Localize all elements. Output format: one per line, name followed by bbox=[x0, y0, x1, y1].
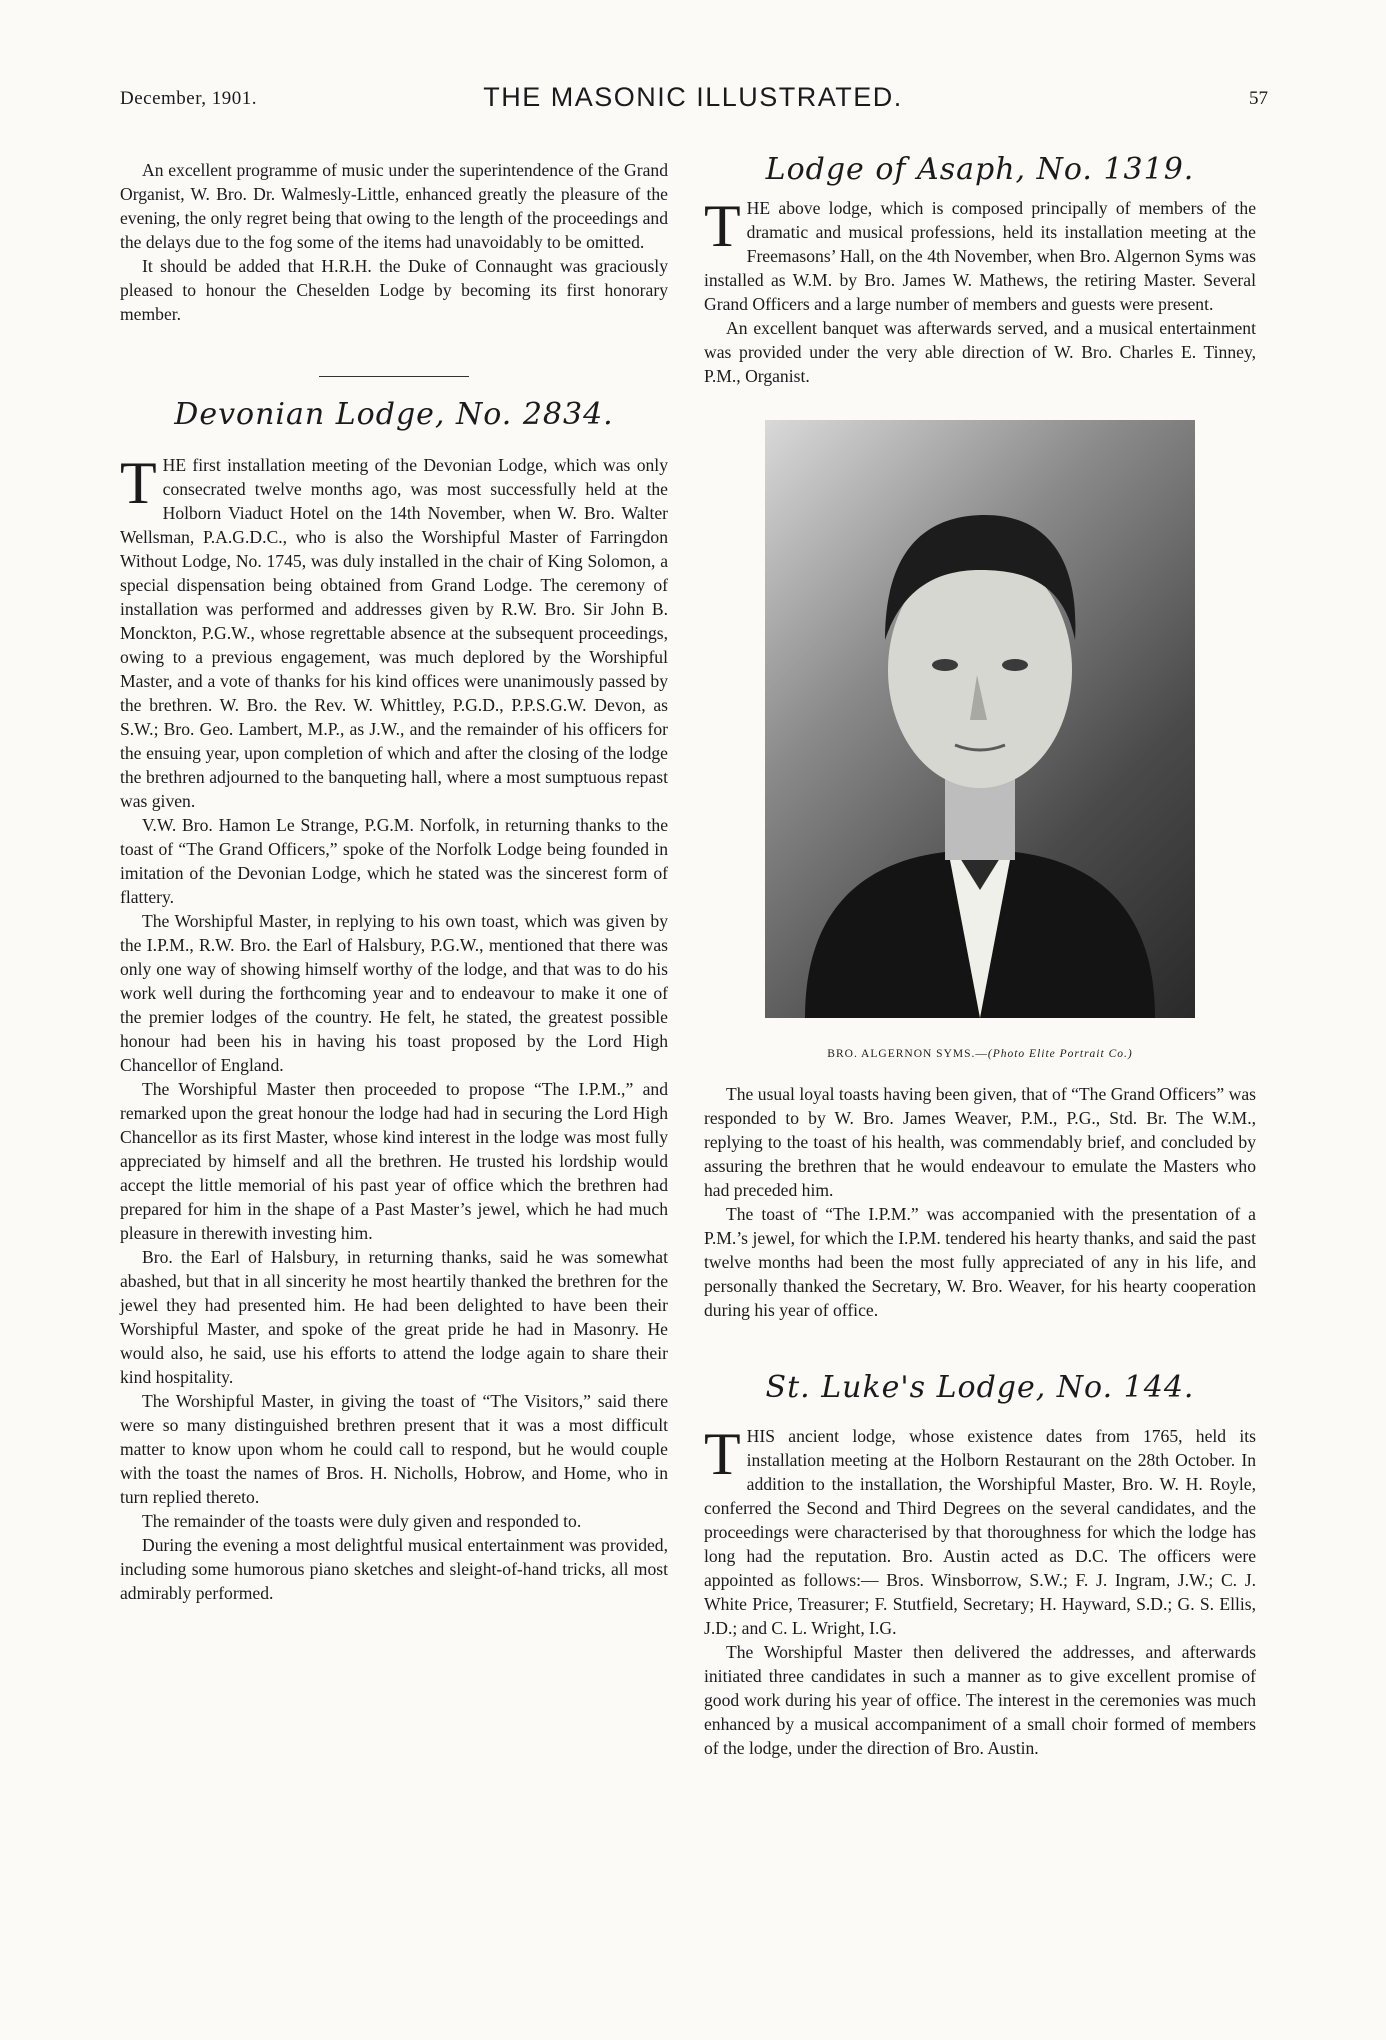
drop-cap: T bbox=[704, 193, 741, 259]
article-paragraph: The Worshipful Master, in giving the toast of “The Visitors,” said there were so many distinguished brethren present that it was a most difficult matter to know upon whom he could call to respond, but he would couple with the toast the names of Bros. H. Nicholls, Hobrow, and Home, who in turn replied thereto. bbox=[120, 1391, 668, 1507]
portrait-illustration bbox=[765, 420, 1195, 1018]
photo-caption: BRO. ALGERNON SYMS.—(Photo Elite Portrait Co.) bbox=[827, 1048, 1133, 1060]
intro-paragraph: It should be added that H.R.H. the Duke of Connaught was graciously pleased to honour the Cheselden Lodge by becoming its first honorary member. bbox=[120, 256, 668, 324]
article-paragraph: THE above lodge, which is composed principally of members of the dramatic and musical professions, held its installation meeting at the Freemasons’ Hall, on the 4th November, when Bro. Algernon Syms was installed as W.M. by Bro. James W. Mathews, the retiring Master. Several Grand Officers and a large number of members and guests were present. bbox=[704, 193, 1256, 314]
article-paragraph: The toast of “The I.P.M.” was accompanied with the presentation of a P.M.’s jewel, for which the I.P.M. tendered his hearty thanks, and said the past twelve months had been the most fully appreciated of any in his life, and personally thanked the Secretary, W. Bro. Weaver, for his hearty cooperation during his year of office. bbox=[704, 1204, 1256, 1320]
page-number: 57 bbox=[1249, 88, 1268, 109]
article-paragraph: The Worshipful Master then proceeded to propose “The I.P.M.,” and remarked upon the great honour the lodge had had in securing the Lord High Chancellor as its first Master, whose kind interest in the lodge was most fully appreciated by himself and all the brethren. He trusted his lordship would accept the little memorial of his past year of office which the brethren had prepared for him in the shape of a Past Master’s jewel, which he had much pleasure in therewith investing him. bbox=[120, 1079, 668, 1243]
portrait-photo bbox=[765, 420, 1195, 1018]
article-paragraph: THIS ancient lodge, whose existence dates from 1765, held its installation meeting at the Holborn Restaurant on the 28th October. In addition to the installation, the Worshipful Master, Bro. W. H. Royle, conferred the Second and Third Degrees on the several candidates, and the proceedings were characterised by that thoroughness for which the lodge has long had the reputation. Bro. Austin acted as D.C. The officers were appointed as follows:— Bros. Winsborrow, S.W.; F. J. Ingram, J.W.; C. J. White Price, Treasurer; F. Stutfield, Secretary; H. Hayward, S.D.; G. S. Ellis, J.D.; and C. L. Wright, I.G. bbox=[704, 1421, 1256, 1638]
page-header bbox=[0, 82, 1386, 122]
right-column bbox=[704, 152, 1256, 1760]
article-paragraph: An excellent banquet was afterwards served, and a musical entertainment was provided under the very able direction of W. Bro. Charles E. Tinney, P.M., Organist. bbox=[704, 318, 1256, 386]
issue-date: December, 1901. bbox=[120, 88, 258, 109]
article-paragraph: THE first installation meeting of the Devonian Lodge, which was only consecrated twelve months ago, was most successfully held at the Holborn Viaduct Hotel on the 14th November, when W. Bro. Walter Wellsman, P.A.G.D.C., who is also the Worshipful Master of Farringdon Without Lodge, No. 1745, was duly installed in the chair of King Solomon, a special dispensation being obtained from Grand Lodge. The ceremony of installation was performed and addresses given by R.W. Bro. Sir John B. Monckton, P.G.W., whose regrettable absence at the subsequent proceedings, owing to a previous engagement, was much deplored by the Worshipful Master, and a vote of thanks for his kind offices were unanimously passed by the brethren. W. Bro. the Rev. W. Whittley, P.G.D., P.P.S.G.W. Devon, as S.W.; Bro. Geo. Lambert, M.P., as J.W., and the remainder of his officers for the ensuing year, upon completion of which and after the closing of the lodge the brethren adjourned to the banqueting hall, where a most sumptuous repast was given. bbox=[120, 450, 668, 811]
article-paragraph: Bro. the Earl of Halsbury, in returning thanks, said he was somewhat abashed, but that in all sincerity he most heartily thanked the brethren for the jewel they had presented him. He had been delighted to have been their Worshipful Master, and spoke of the great pride he had in Masonry. He would also, he said, use his efforts to attend the lodge again to share their kind hospitality. bbox=[120, 1247, 668, 1387]
section-heading-devonian: Devonian Lodge, No. 2834. bbox=[174, 397, 614, 432]
article-paragraph: The remainder of the toasts were duly given and responded to. bbox=[142, 1511, 582, 1531]
article-paragraph: During the evening a most delightful musical entertainment was provided, including some humorous piano sketches and sleight-of-hand tricks, all most admirably performed. bbox=[120, 1535, 668, 1603]
article-paragraph: The Worshipful Master then delivered the addresses, and afterwards initiated three candidates in such a manner as to give excellent promise of good work during his year of office. The interest in the ceremonies was much enhanced by a musical accompaniment of a small choir formed of members of the lodge, under the direction of Bro. Austin. bbox=[704, 1642, 1256, 1758]
left-column bbox=[120, 158, 668, 1605]
section-heading-st-luke: St. Luke's Lodge, No. 144. bbox=[765, 1370, 1195, 1405]
intro-paragraph: An excellent programme of music under the superintendence of the Grand Organist, W. Bro. Dr. Walmesly-Little, enhanced greatly the pleasure of the evening, the only regret being that owing to the length of the proceedings and the delays due to the fog some of the items had unavoidably to be omitted. bbox=[120, 160, 668, 252]
article-paragraph: The Worshipful Master, in replying to his own toast, which was given by the I.P.M., R.W. Bro. the Earl of Halsbury, P.G.W., mentioned that there was only one way of showing himself worthy of the lodge, and that was to do his work well during the forthcoming year and to endeavour to make it one of the premier lodges of the country. He felt, he stated, the greatest possible honour had been his in having his toast proposed by the Lord High Chancellor of England. bbox=[120, 911, 668, 1075]
section-heading-asaph: Lodge of Asaph, No. 1319. bbox=[765, 152, 1195, 187]
article-paragraph: V.W. Bro. Hamon Le Strange, P.G.M. Norfolk, in returning thanks to the toast of “The Grand Officers,” spoke of the Norfolk Lodge being founded in imitation of the Devonian Lodge, which he stated was the sincerest form of flattery. bbox=[120, 815, 668, 907]
article-paragraph: The usual loyal toasts having been given, that of “The Grand Officers” was responded to by W. Bro. James Weaver, P.M., P.G., Std. Br. The W.M., replying to the toast of his health, was commendably brief, and concluded by assuring the brethren that he would endeavour to emulate the Masters who had preceded him. bbox=[704, 1084, 1256, 1200]
publication-title: THE MASONIC ILLUSTRATED. bbox=[483, 82, 903, 112]
drop-cap: T bbox=[120, 450, 157, 516]
drop-cap: T bbox=[704, 1421, 741, 1487]
